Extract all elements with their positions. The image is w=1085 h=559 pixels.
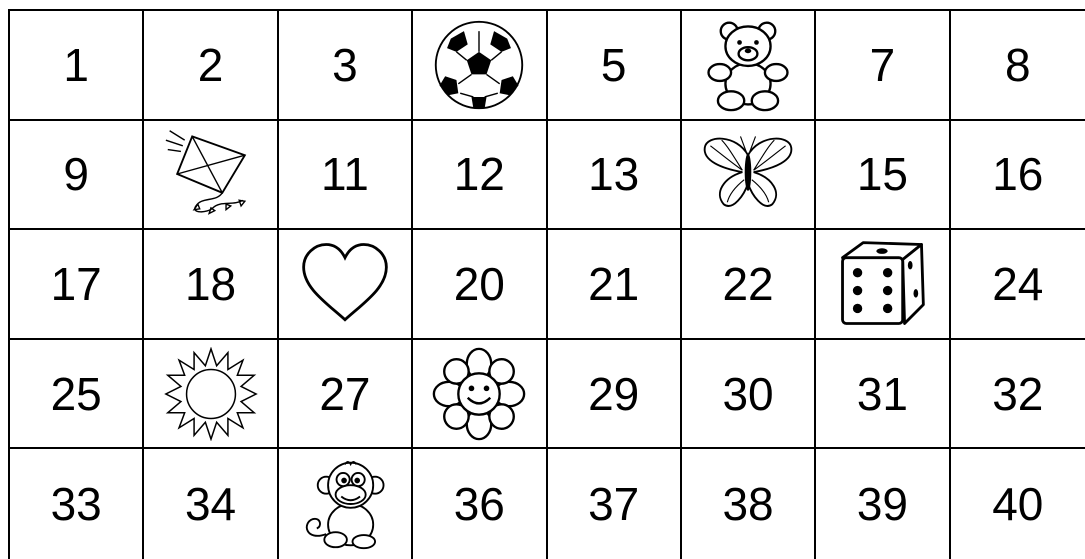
grid-cell-picture	[144, 121, 278, 231]
cell-number: 32	[992, 367, 1044, 420]
grid-cell-number	[548, 340, 682, 450]
cell-number: 3	[332, 38, 358, 91]
cell-number: 38	[722, 478, 774, 531]
cell-number: 16	[992, 148, 1044, 201]
grid-cell-picture	[816, 230, 950, 340]
flower-icon	[427, 347, 531, 441]
cell-number: 24	[992, 257, 1044, 310]
cell-number: 2	[197, 38, 224, 91]
grid-cell-number	[682, 340, 816, 450]
grid-cell-number	[951, 449, 1085, 559]
cell-number: 39	[856, 478, 909, 531]
grid-cell-picture	[682, 121, 816, 231]
grid-cell-number	[10, 11, 144, 121]
cell-number: 40	[992, 478, 1044, 531]
grid-cell-number	[951, 230, 1085, 340]
grid-cell-number	[548, 11, 682, 121]
grid-cell-number	[413, 230, 547, 340]
grid-cell-number	[816, 340, 950, 450]
soccer-ball-icon	[427, 18, 531, 112]
cell-number: 21	[588, 257, 640, 310]
cell-number: 7	[869, 38, 896, 91]
grid-cell-number	[144, 230, 278, 340]
number-grid	[8, 9, 1085, 559]
kite-icon	[159, 127, 263, 221]
cell-number: 20	[453, 257, 505, 310]
heart-icon	[293, 237, 397, 331]
grid-cell-number	[10, 121, 144, 231]
grid-cell-number	[10, 230, 144, 340]
cell-number: 31	[856, 367, 909, 420]
cell-number: 29	[588, 367, 640, 420]
grid-cell-number	[816, 11, 950, 121]
cell-number: 30	[722, 367, 774, 420]
grid-cell-number	[682, 230, 816, 340]
cell-number: 13	[588, 148, 640, 201]
grid-cell-number	[548, 230, 682, 340]
grid-cell-number	[548, 121, 682, 231]
cell-number: 25	[50, 367, 102, 420]
grid-cell-number	[413, 121, 547, 231]
grid-cell-picture	[279, 449, 413, 559]
grid-cell-number	[279, 11, 413, 121]
cell-number: 36	[453, 478, 505, 531]
teddy-bear-icon	[696, 18, 800, 112]
cell-number: 33	[50, 478, 102, 531]
cell-number: 18	[184, 257, 237, 310]
cell-number: 11	[321, 148, 369, 201]
cell-number: 15	[856, 148, 909, 201]
sun-icon	[159, 347, 263, 441]
cell-number: 34	[184, 478, 237, 531]
cell-number: 9	[63, 148, 89, 201]
butterfly-icon	[696, 127, 800, 221]
grid-cell-number	[10, 340, 144, 450]
grid-cell-number	[682, 449, 816, 559]
cell-number: 22	[722, 257, 774, 310]
cell-number: 12	[453, 148, 505, 201]
grid-cell-number	[279, 340, 413, 450]
cell-number: 8	[1005, 38, 1031, 91]
cell-number: 17	[50, 257, 102, 310]
cell-number: 5	[600, 38, 627, 91]
cell-number: 1	[63, 38, 89, 91]
cell-number: 37	[588, 478, 640, 531]
grid-cell-number	[951, 121, 1085, 231]
grid-cell-picture	[682, 11, 816, 121]
grid-cell-number	[816, 121, 950, 231]
grid-cell-picture	[144, 340, 278, 450]
grid-cell-number	[816, 449, 950, 559]
grid-cell-number	[144, 449, 278, 559]
grid-cell-number	[951, 340, 1085, 450]
grid-cell-number	[10, 449, 144, 559]
dice-icon	[830, 237, 934, 331]
grid-cell-picture	[413, 340, 547, 450]
monkey-icon	[293, 457, 397, 551]
grid-cell-number	[951, 11, 1085, 121]
grid-cell-number	[279, 121, 413, 231]
grid-cell-number	[144, 11, 278, 121]
grid-cell-picture	[279, 230, 413, 340]
cell-number: 27	[319, 367, 371, 420]
grid-cell-number	[548, 449, 682, 559]
grid-cell-number	[413, 449, 547, 559]
grid-cell-picture	[413, 11, 547, 121]
